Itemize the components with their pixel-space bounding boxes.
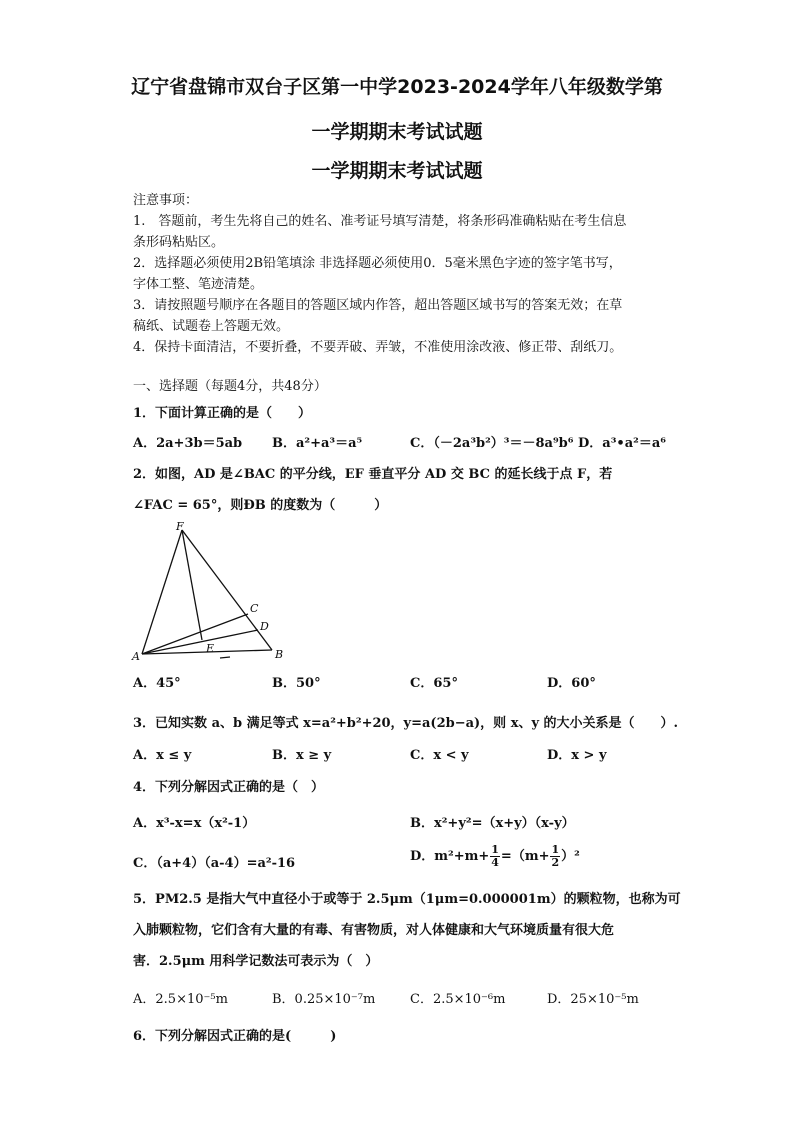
- title-line-3: 一学期期末考试试题: [311, 160, 483, 182]
- q3-stem: 3．已知实数 a、b 满足等式 x=a²+b²+20，y=a(2b−a)，则 x、y 的大小关系是（ ）.: [133, 716, 679, 731]
- section-heading: 一、选择题（每题4分，共48分）: [133, 379, 327, 394]
- q2-option-b: B．50°: [272, 676, 321, 691]
- q4-d-suffix: ）²: [561, 849, 580, 864]
- label-c: C: [250, 602, 259, 615]
- q5-option-d: D．25×10⁻⁵m: [547, 992, 639, 1007]
- q5-option-c: C．2.5×10⁻⁶m: [410, 992, 506, 1007]
- title-line-1: 辽宁省盘锦市双台子区第一中学2023-2024学年八年级数学第: [131, 76, 663, 98]
- line-fe: [182, 530, 202, 640]
- note-3b: 稿纸、试题卷上答题无效。: [133, 319, 290, 334]
- q4-option-c: C．（a+4）（a-4）=a²-16: [133, 856, 296, 871]
- q1-option-a: A．2a+3b＝5ab: [133, 436, 243, 451]
- line-fa: [142, 530, 182, 654]
- q5-option-a: A．2.5×10⁻⁵m: [133, 992, 228, 1007]
- q1-stem: 1．下面计算正确的是（ ）: [133, 406, 312, 421]
- q3-option-b: B．x ≥ y: [272, 748, 332, 763]
- notes-heading: 注意事项：: [133, 193, 199, 208]
- q1-option-c: C．（－2a³b²）³＝－8a⁹b⁶: [410, 436, 574, 451]
- q4-option-b: B．x²+y²=（x+y）（x-y）: [410, 816, 575, 831]
- q5-stem-3: 害．2.5μm 用科学记数法可表示为（ ）: [133, 954, 379, 969]
- line-ac: [142, 614, 248, 654]
- fraction-one-half: $\frac{1}{2}$: [551, 843, 560, 869]
- q4-d-middle: =（m+: [500, 849, 550, 864]
- q2-option-d: D．60°: [547, 676, 596, 691]
- q2-stem-1: 2．如图，AD 是∠BAC 的平分线，EF 垂直平分 AD 交 BC 的延长线于点 F，若: [133, 467, 613, 482]
- q2-stem-2: ∠FAC = 65°，则ÐB 的度数为（ ）: [133, 498, 388, 513]
- note-2b: 字体工整、笔迹清楚。: [133, 277, 264, 292]
- label-d: D: [260, 620, 269, 633]
- fraction-one-quarter: $\frac{1}{4}$: [491, 843, 499, 869]
- q5-stem-2: 入肺颗粒物，它们含有大量的有毒、有害物质，对人体健康和大气环境质量有很大危: [133, 923, 615, 938]
- q1-option-d: D．a³•a²＝a⁶: [578, 436, 666, 451]
- q3-option-a: A．x ≤ y: [133, 748, 192, 763]
- note-1b: 条形码粘贴区。: [133, 235, 225, 250]
- q1-option-b: B．a²+a³＝a⁵: [272, 436, 363, 451]
- q5-stem-1: 5．PM2.5 是指大气中直径小于或等于 2.5μm（1μm=0.000001m）的颗粒物，也称为可: [133, 892, 681, 907]
- tick-mark: [220, 657, 230, 658]
- q5-option-b: B．0.25×10⁻⁷m: [272, 992, 376, 1007]
- q2-option-c: C．65°: [410, 676, 458, 691]
- q4-option-a: A．x³-x=x（x²-1）: [133, 816, 256, 831]
- q2-option-a: A．45°: [133, 676, 181, 691]
- note-3a: 3．请按照题号顺序在各题目的答题区域内作答，超出答题区域书写的答案无效；在草: [133, 298, 623, 313]
- q3-option-c: C．x < y: [410, 748, 469, 763]
- note-1a: 1. 答题前，考生先将自己的姓名、准考证号填写清楚，将条形码准确粘贴在考生信息: [133, 214, 627, 229]
- q4-option-d: [410, 844, 580, 869]
- note-4: 4．保持卡面清洁，不要折叠，不要弄破、弄皱，不准使用涂改液、修正带、刮纸刀。: [133, 340, 623, 355]
- triangle-figure: [130, 522, 300, 662]
- note-2a: 2．选择题必须使用2B铅笔填涂 非选择题必须使用0．5毫米黑色字迹的签字笔书写，: [133, 256, 622, 271]
- label-f: F: [176, 522, 184, 533]
- label-e: E: [206, 642, 215, 655]
- line-fb: [182, 530, 272, 650]
- title-line-2: 一学期期末考试试题: [311, 121, 483, 143]
- q4-stem: 4．下列分解因式正确的是（ ）: [133, 780, 325, 795]
- label-a: A: [132, 650, 140, 662]
- q6-stem: 6．下列分解因式正确的是( ): [133, 1029, 337, 1044]
- q4-d-prefix: D．m²+m+: [410, 849, 490, 864]
- label-b: B: [275, 648, 284, 661]
- q3-option-d: D．x > y: [547, 748, 607, 763]
